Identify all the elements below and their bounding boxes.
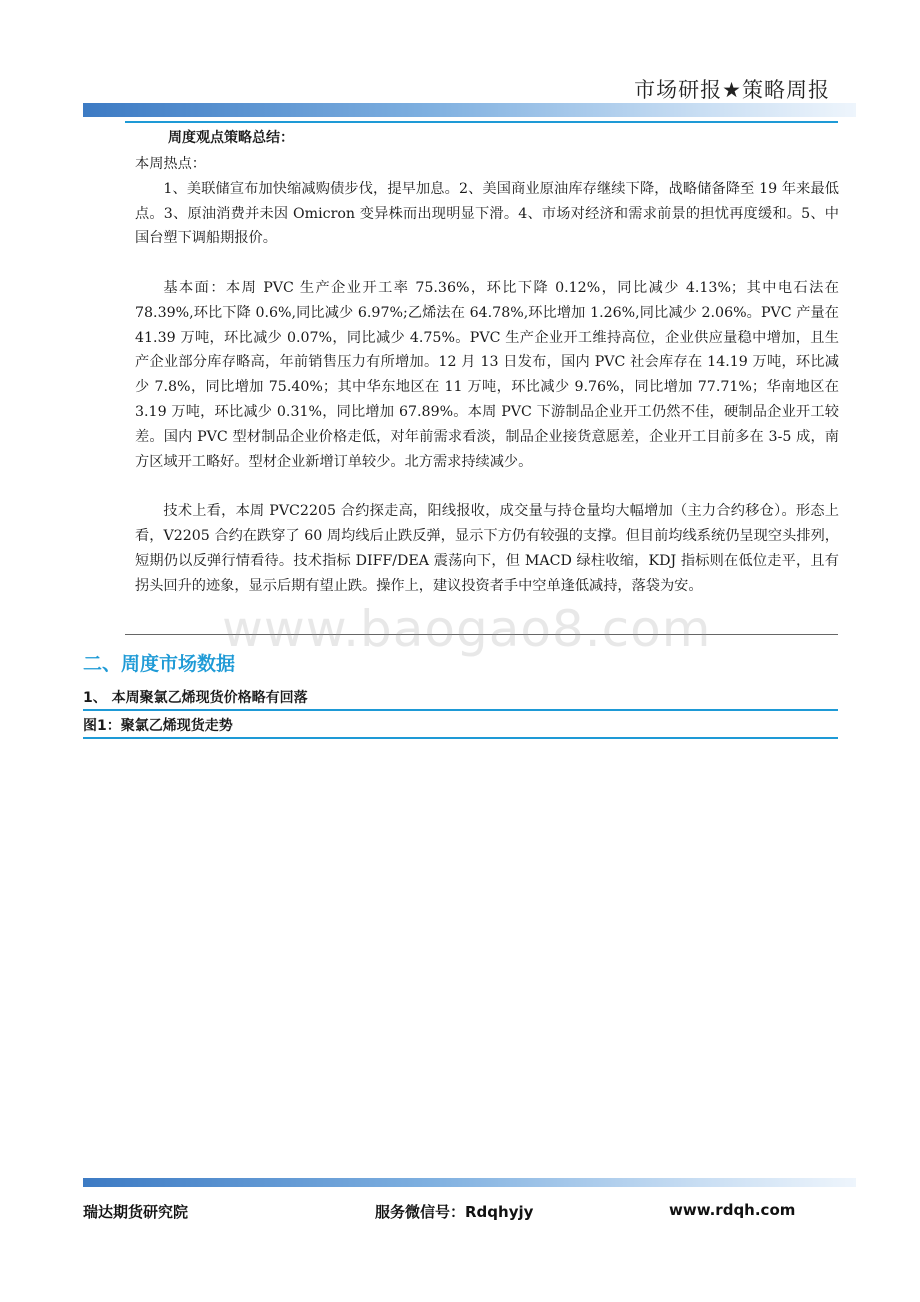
footer-wechat: 服务微信号：Rdqhyjy [375,1203,534,1221]
hot-topics-text: 1、美联储宣布加快缩减购债步伐，提早加息。2、美国商业原油库存继续下降，战略储备降至 19 年来最低点。3、原油消费并未因 Omicron 变异株而出现明显下滑。4、市场对经济和需求前景的担忧再度缓和。5、中国台塑下调船期报价。 [135,180,839,247]
footer-gradient-band [83,1178,856,1187]
section-heading: 二、周度市场数据 [83,653,236,675]
figure-caption: 图1：聚氯乙烯现货走势 [83,718,233,734]
summary-title: 周度观点策略总结： [168,130,294,146]
summary-body [135,152,839,598]
subsection-heading: 1、 本周聚氯乙烯现货价格略有回落 [83,690,308,706]
watermark: www.baogao8.com [222,600,712,658]
report-header-title: 市场研报★策略周报 [634,78,830,102]
footer-organization: 瑞达期货研究院 [83,1203,189,1221]
header-divider [125,121,838,123]
footer-website-link[interactable]: www.rdqh.com [669,1201,796,1219]
fundamentals-paragraph: 基本面：本周 PVC 生产企业开工率 75.36%，环比下降 0.12%，同比减少 4.13%；其中电石法在 78.39%,环比下降 0.6%,同比减少 6.97%;乙烯法在 64.78%,环比增加 1.26%,同比减少 2.06%。PVC 产量在 41.39 万吨，环比减少 0.07%，同比减少 4.75%。PVC 生产企业开工维持高位，企业供应量稳中增加，且生产企业部分库存略高，年前销售压力有所增加。12 月 13 日发布，国内 PVC 社会库存在 14.19 万吨，环比减少 7.8%，同比增加 75.40%；其中华东地区在 11 万吨，环比减少 9.76%，同比增加 77.71%；华南地区在 3.19 万吨，环比减少 0.31%，同比增加 67.89%。本周 PVC 下游制品企业开工仍然不佳，硬制品企业开工较差。国内 PVC 型材制品企业价格走低，对年前需求看淡，制品企业接货意愿差，企业开工目前多在 3-5 成，南方区域开工略好。型材企业新增订单较少。北方需求持续减少。 [135,279,839,470]
subsection-divider [83,709,838,711]
technical-paragraph: 技术上看，本周 PVC2205 合约探走高，阳线报收，成交量与持仓量均大幅增加（主力合约移仓）。形态上看，V2205 合约在跌穿了 60 周均线后止跌反弹，显示下方仍有较强的支撑。但目前均线系统仍呈现空头排列，短期仍以反弹行情看待。技术指标 DIFF/DEA 震荡向下，但 MACD 绿柱收缩，KDJ 指标则在低位走平，且有拐头回升的迹象，显示后期有望止跌。操作上，建议投资者手中空单逢低减持，落袋为安。 [135,503,839,594]
figure-divider [83,737,838,739]
hot-topics-label: 本周热点： [135,156,206,172]
header-gradient-band [83,103,856,117]
